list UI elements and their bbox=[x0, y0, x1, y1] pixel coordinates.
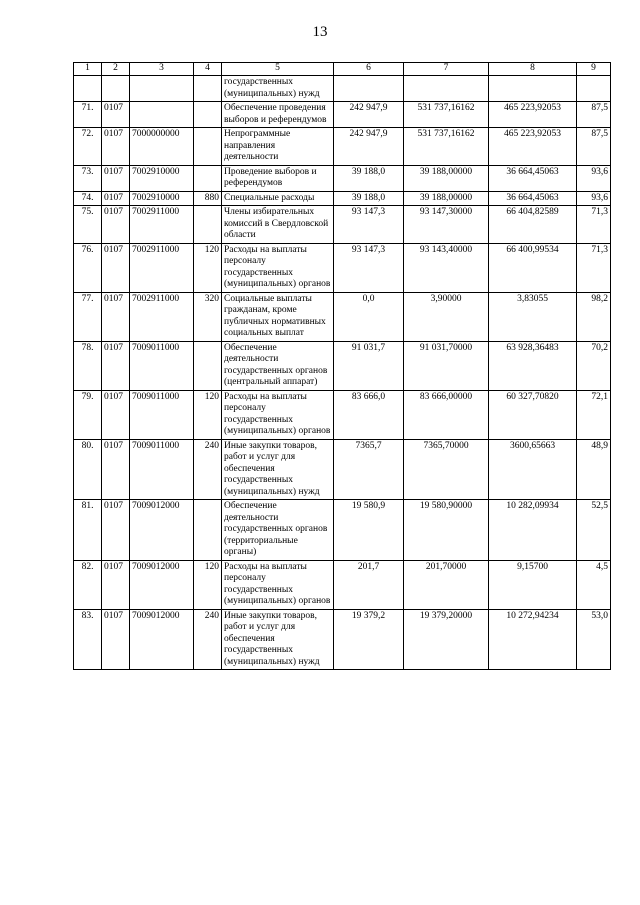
row-number-cell: 77. bbox=[74, 292, 102, 341]
item-name-cell: Иные закупки товаров, работ и услуг для обеспечения государственных (муниципальных) нужд bbox=[222, 439, 334, 500]
planned-amount-cell: 201,7 bbox=[334, 560, 404, 609]
article-code-cell: 7009012000 bbox=[130, 609, 194, 670]
budget-table bbox=[73, 62, 611, 670]
expense-type-cell bbox=[194, 76, 222, 102]
expense-type-cell: 880 bbox=[194, 191, 222, 206]
execution-percent-cell: 71,3 bbox=[577, 243, 611, 292]
revised-amount-cell: 83 666,00000 bbox=[404, 390, 489, 439]
expense-type-cell: 240 bbox=[194, 439, 222, 500]
section-code-cell: 0107 bbox=[102, 439, 130, 500]
executed-amount-cell: 10 282,09934 bbox=[489, 500, 577, 561]
executed-amount-cell bbox=[489, 76, 577, 102]
row-number-cell: 71. bbox=[74, 102, 102, 128]
expense-type-cell: 240 bbox=[194, 609, 222, 670]
item-name-cell: Иные закупки товаров, работ и услуг для обеспечения государственных (муниципальных) нужд bbox=[222, 609, 334, 670]
page-number: 13 bbox=[312, 24, 328, 40]
section-code-cell: 0107 bbox=[102, 292, 130, 341]
column-header-7: 7 bbox=[404, 63, 489, 76]
revised-amount-cell: 3,90000 bbox=[404, 292, 489, 341]
article-code-cell bbox=[130, 76, 194, 102]
revised-amount-cell bbox=[404, 76, 489, 102]
expense-type-cell: 120 bbox=[194, 390, 222, 439]
execution-percent-cell: 48,9 bbox=[577, 439, 611, 500]
executed-amount-cell: 66 400,99534 bbox=[489, 243, 577, 292]
section-code-cell: 0107 bbox=[102, 206, 130, 244]
revised-amount-cell: 19 580,90000 bbox=[404, 500, 489, 561]
article-code-cell: 7000000000 bbox=[130, 128, 194, 166]
column-header-2: 2 bbox=[102, 63, 130, 76]
execution-percent-cell: 4,5 bbox=[577, 560, 611, 609]
section-code-cell: 0107 bbox=[102, 102, 130, 128]
executed-amount-cell: 3,83055 bbox=[489, 292, 577, 341]
item-name-cell: Непрограммные направления деятельности bbox=[222, 128, 334, 166]
row-number-cell: 75. bbox=[74, 206, 102, 244]
section-code-cell: 0107 bbox=[102, 500, 130, 561]
table-row bbox=[74, 128, 611, 166]
section-code-cell: 0107 bbox=[102, 341, 130, 390]
planned-amount-cell: 242 947,9 bbox=[334, 128, 404, 166]
execution-percent-cell: 93,6 bbox=[577, 191, 611, 206]
row-number-cell: 76. bbox=[74, 243, 102, 292]
expense-type-cell bbox=[194, 165, 222, 191]
planned-amount-cell bbox=[334, 76, 404, 102]
table-row bbox=[74, 560, 611, 609]
revised-amount-cell: 39 188,00000 bbox=[404, 165, 489, 191]
executed-amount-cell: 465 223,92053 bbox=[489, 128, 577, 166]
item-name-cell: Расходы на выплаты персоналу государственных (муниципальных) органов bbox=[222, 390, 334, 439]
section-code-cell: 0107 bbox=[102, 609, 130, 670]
row-number-cell: 78. bbox=[74, 341, 102, 390]
row-number-cell: 81. bbox=[74, 500, 102, 561]
revised-amount-cell: 93 147,30000 bbox=[404, 206, 489, 244]
table-row bbox=[74, 609, 611, 670]
article-code-cell bbox=[130, 102, 194, 128]
planned-amount-cell: 242 947,9 bbox=[334, 102, 404, 128]
planned-amount-cell: 19 379,2 bbox=[334, 609, 404, 670]
expense-type-cell bbox=[194, 341, 222, 390]
table-row bbox=[74, 191, 611, 206]
execution-percent-cell: 93,6 bbox=[577, 165, 611, 191]
item-name-cell: Члены избирательных комиссий в Свердловской области bbox=[222, 206, 334, 244]
planned-amount-cell: 93 147,3 bbox=[334, 206, 404, 244]
expense-type-cell bbox=[194, 500, 222, 561]
planned-amount-cell: 39 188,0 bbox=[334, 191, 404, 206]
article-code-cell: 7009011000 bbox=[130, 341, 194, 390]
execution-percent-cell bbox=[577, 76, 611, 102]
row-number-cell: 73. bbox=[74, 165, 102, 191]
article-code-cell: 7002910000 bbox=[130, 191, 194, 206]
row-number-cell: 72. bbox=[74, 128, 102, 166]
executed-amount-cell: 465 223,92053 bbox=[489, 102, 577, 128]
planned-amount-cell: 0,0 bbox=[334, 292, 404, 341]
column-header-6: 6 bbox=[334, 63, 404, 76]
section-code-cell: 0107 bbox=[102, 390, 130, 439]
row-number-cell: 79. bbox=[74, 390, 102, 439]
execution-percent-cell: 98,2 bbox=[577, 292, 611, 341]
column-header-9: 9 bbox=[577, 63, 611, 76]
planned-amount-cell: 19 580,9 bbox=[334, 500, 404, 561]
execution-percent-cell: 52,5 bbox=[577, 500, 611, 561]
row-number-cell: 83. bbox=[74, 609, 102, 670]
execution-percent-cell: 71,3 bbox=[577, 206, 611, 244]
table-row bbox=[74, 206, 611, 244]
article-code-cell: 7009011000 bbox=[130, 390, 194, 439]
table-header bbox=[74, 63, 611, 76]
item-name-cell: Обеспечение деятельности государственных органов (центральный аппарат) bbox=[222, 341, 334, 390]
article-code-cell: 7009012000 bbox=[130, 560, 194, 609]
table-row bbox=[74, 165, 611, 191]
article-code-cell: 7002911000 bbox=[130, 206, 194, 244]
row-number-cell: 82. bbox=[74, 560, 102, 609]
executed-amount-cell: 63 928,36483 bbox=[489, 341, 577, 390]
article-code-cell: 7002911000 bbox=[130, 292, 194, 341]
expense-type-cell: 120 bbox=[194, 560, 222, 609]
row-number-cell bbox=[74, 76, 102, 102]
item-name-cell: Специальные расходы bbox=[222, 191, 334, 206]
table-row bbox=[74, 390, 611, 439]
table-row bbox=[74, 243, 611, 292]
item-name-cell: государственных (муниципальных) нужд bbox=[222, 76, 334, 102]
table-row bbox=[74, 500, 611, 561]
item-name-cell: Расходы на выплаты персоналу государственных (муниципальных) органов bbox=[222, 560, 334, 609]
expense-type-cell bbox=[194, 206, 222, 244]
executed-amount-cell: 10 272,94234 bbox=[489, 609, 577, 670]
column-header-3: 3 bbox=[130, 63, 194, 76]
section-code-cell: 0107 bbox=[102, 128, 130, 166]
table-row bbox=[74, 76, 611, 102]
expense-type-cell: 120 bbox=[194, 243, 222, 292]
executed-amount-cell: 60 327,70820 bbox=[489, 390, 577, 439]
table-body bbox=[74, 76, 611, 670]
executed-amount-cell: 9,15700 bbox=[489, 560, 577, 609]
executed-amount-cell: 3600,65663 bbox=[489, 439, 577, 500]
table-row bbox=[74, 102, 611, 128]
revised-amount-cell: 91 031,70000 bbox=[404, 341, 489, 390]
table-row bbox=[74, 341, 611, 390]
column-header-8: 8 bbox=[489, 63, 577, 76]
column-header-4: 4 bbox=[194, 63, 222, 76]
row-number-cell: 74. bbox=[74, 191, 102, 206]
revised-amount-cell: 531 737,16162 bbox=[404, 102, 489, 128]
item-name-cell: Обеспечение деятельности государственных органов (территориальные органы) bbox=[222, 500, 334, 561]
section-code-cell: 0107 bbox=[102, 243, 130, 292]
planned-amount-cell: 39 188,0 bbox=[334, 165, 404, 191]
row-number-cell: 80. bbox=[74, 439, 102, 500]
expense-type-cell bbox=[194, 128, 222, 166]
revised-amount-cell: 7365,70000 bbox=[404, 439, 489, 500]
section-code-cell: 0107 bbox=[102, 191, 130, 206]
executed-amount-cell: 36 664,45063 bbox=[489, 165, 577, 191]
header-row bbox=[74, 63, 611, 76]
expense-type-cell: 320 bbox=[194, 292, 222, 341]
item-name-cell: Социальные выплаты гражданам, кроме публичных нормативных социальных выплат bbox=[222, 292, 334, 341]
planned-amount-cell: 91 031,7 bbox=[334, 341, 404, 390]
section-code-cell bbox=[102, 76, 130, 102]
item-name-cell: Расходы на выплаты персоналу государственных (муниципальных) органов bbox=[222, 243, 334, 292]
execution-percent-cell: 72,1 bbox=[577, 390, 611, 439]
column-header-1: 1 bbox=[74, 63, 102, 76]
planned-amount-cell: 83 666,0 bbox=[334, 390, 404, 439]
revised-amount-cell: 531 737,16162 bbox=[404, 128, 489, 166]
table-row bbox=[74, 439, 611, 500]
execution-percent-cell: 87,5 bbox=[577, 128, 611, 166]
revised-amount-cell: 93 143,40000 bbox=[404, 243, 489, 292]
planned-amount-cell: 93 147,3 bbox=[334, 243, 404, 292]
article-code-cell: 7009012000 bbox=[130, 500, 194, 561]
execution-percent-cell: 87,5 bbox=[577, 102, 611, 128]
article-code-cell: 7009011000 bbox=[130, 439, 194, 500]
planned-amount-cell: 7365,7 bbox=[334, 439, 404, 500]
item-name-cell: Проведение выборов и референдумов bbox=[222, 165, 334, 191]
article-code-cell: 7002911000 bbox=[130, 243, 194, 292]
article-code-cell: 7002910000 bbox=[130, 165, 194, 191]
revised-amount-cell: 201,70000 bbox=[404, 560, 489, 609]
revised-amount-cell: 39 188,00000 bbox=[404, 191, 489, 206]
expense-type-cell bbox=[194, 102, 222, 128]
section-code-cell: 0107 bbox=[102, 560, 130, 609]
section-code-cell: 0107 bbox=[102, 165, 130, 191]
item-name-cell: Обеспечение проведения выборов и референдумов bbox=[222, 102, 334, 128]
executed-amount-cell: 36 664,45063 bbox=[489, 191, 577, 206]
executed-amount-cell: 66 404,82589 bbox=[489, 206, 577, 244]
table-row bbox=[74, 292, 611, 341]
execution-percent-cell: 53,0 bbox=[577, 609, 611, 670]
revised-amount-cell: 19 379,20000 bbox=[404, 609, 489, 670]
column-header-5: 5 bbox=[222, 63, 334, 76]
execution-percent-cell: 70,2 bbox=[577, 341, 611, 390]
